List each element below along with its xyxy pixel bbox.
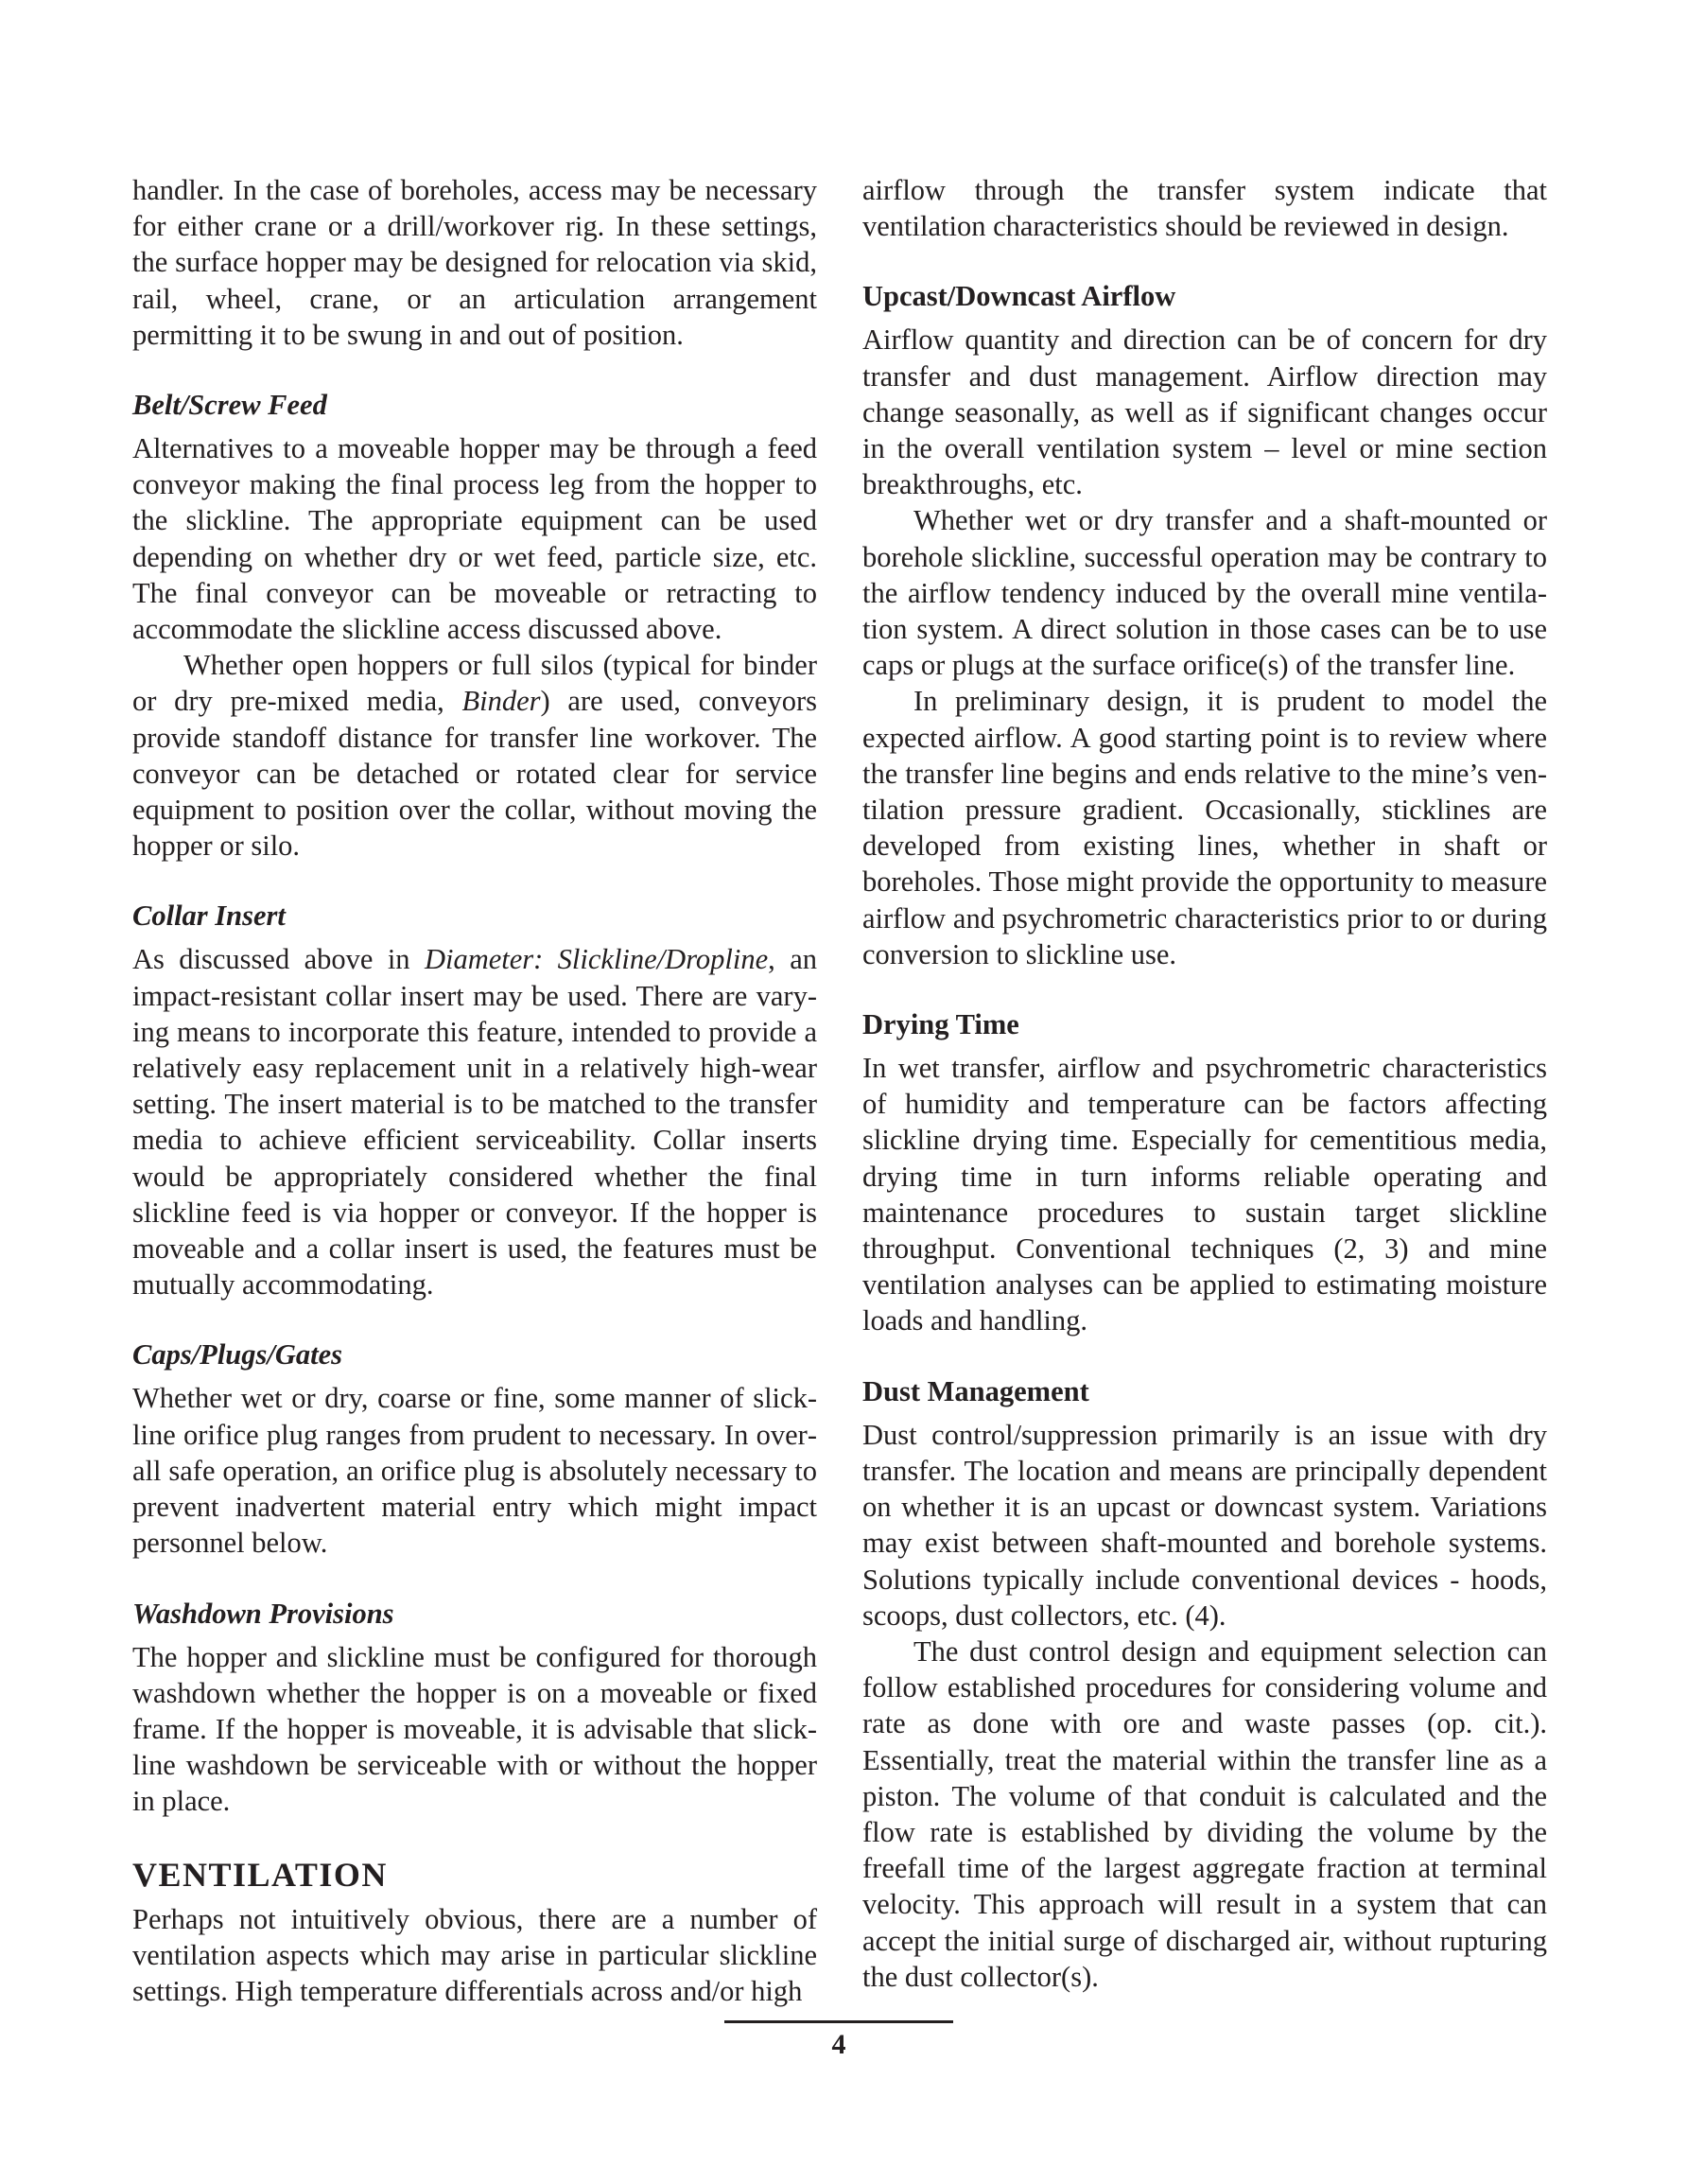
section-heading-caps-plugs-gates: Caps/Plugs/Gates [132,1338,343,1372]
section-heading-washdown-provisions: Washdown Provisions [132,1597,394,1630]
paragraph: Whether wet or dry transfer and a shaft-mounted or borehole slickline, successful operation may be contrary to the airflow tendency induced by the overall mine ventilation system. A direct solution in those cases can be to use caps or plugs at the surface orifice(s) of the transfer line. [862,504,1547,682]
section-heading-upcast-downcast-airflow: Upcast/Downcast Airflow [862,280,1176,313]
paragraph [132,647,817,864]
paragraph: Dust control/suppression primarily is an issue with dry transfer. The location and means are principally dependent on whether it is an upcast or downcast system. Variations may exist between shaft-mounted and borehole systems. Solutions typically include conventional devices - hoods, scoops, dust collectors, etc. (4). [862,1418,1547,1632]
text-run: Whether open hoppers or full silos (typical for binder or dry pre-mixed media, [132,649,817,718]
section-heading-collar-insert: Collar Insert [132,900,286,933]
text-run: As discussed above in [132,943,425,976]
text-run: ) are used, conveyors provide standoff distance for transfer line workover. The conveyor can be detached or rotated clear for service equipment to position over the collar, without moving the hopper or silo. [132,685,817,863]
left-column [132,172,817,2009]
text-run: , an impact-resistant collar insert may be used. There are varying means to incorporate this feature, intended to provide a relatively easy replacement unit in a relatively high-wear setting. The insert material is to be matched to the transfer media to achieve efficient serviceability. Collar inserts would be appropriately considered whether the final slickline feed is via hopper or conveyor. If the hopper is moveable and a collar insert is used, the features must be mutually accommodating. [132,943,817,1302]
paragraph: In preliminary design, it is prudent to model the expected airflow. A good starting point is to review where the transfer line begins and ends relative to the mine’s ventilation pressure gradient. Occasionally, sticklines are developed from existing lines, whether in shaft or boreholes. Those might provide the opportunity to measure airflow and psychrometric characteristics prior to or during conversion to slickline use. [862,685,1547,970]
paragraph: The hopper and slickline must be configured for thorough washdown whether the hopper is on a moveable or fixed frame. If the hopper is moveable, it is advisable that slickline washdown be serviceable with or without the hopper in place. [132,1640,817,1818]
paragraph: Airflow quantity and direction can be of concern for dry transfer and dust management. Airflow direction may change seasonally, as well as if significant changes occur in the overall ventilation system – level or mine section breakthroughs, etc. [862,323,1547,501]
paragraph: Perhaps not intuitively obvious, there are a number of ventilation aspects which may arise in particular slickline settings. High temperature differentials across and/or high [132,1902,817,2007]
paragraph: Whether wet or dry, coarse or fine, some manner of slickline orifice plug ranges from prudent to necessary. In overall safe operation, an orifice plug is absolutely necessary to prevent inadvertent material entry which might impact personnel below. [132,1382,817,1560]
page-number: 4 [831,2029,846,2060]
paragraph: In wet transfer, airflow and psychrometric characteristics of humidity and temperature can be factors affecting slickline drying time. Especially for cementitious media, drying time in turn informs reliable operating and maintenance procedures to sustain target slickline throughput. Conventional techniques (2, 3) and mine ventilation analyses can be applied to estimating moisture loads and handling. [862,1052,1547,1337]
paragraph: The dust control design and equipment selection can follow established procedures for considering volume and rate as done with ore and waste passes (op. cit.). Essentially, treat the material within the transfer line as a piston. The volume of that conduit is calculated and the flow rate is established by dividing the volume by the freefall time of the largest aggregate fraction at terminal velocity. This approach will result in a system that can accept the initial surge of discharged air, without rupturing the dust collector(s). [862,1634,1547,1993]
section-heading-belt-screw-feed: Belt/Screw Feed [132,389,327,422]
right-column [862,172,1547,1995]
cross-reference: Diameter: Slickline/Dropline [424,943,769,976]
paragraph: Alternatives to a moveable hopper may be through a feed conveyor making the final process leg from the hopper to the slickline. The appropriate equipment can be used depending on whether dry or wet feed, particle size, etc. The final conveyor can be moveable or retracting to accommodate the slickline access discussed above. [132,432,817,646]
section-heading-drying-time: Drying Time [862,1008,1019,1041]
section-heading-dust-management: Dust Management [862,1374,1089,1407]
paragraph: airflow through the transfer system indicate that ventilation characteristics should be reviewed in design. [862,174,1547,243]
paragraph: handler. In the case of boreholes, access may be necessary for either crane or a drill/workover rig. In these settings, the surface hopper may be designed for relocation via skid, rail, wheel, crane, or an articulation arrangement permitting it to be swung in and out of position. [132,174,817,351]
cross-reference: Binder [461,685,541,718]
footer-divider [724,2020,953,2023]
paragraph [132,941,817,1302]
section-heading-ventilation: VENTILATION [132,1855,388,1894]
